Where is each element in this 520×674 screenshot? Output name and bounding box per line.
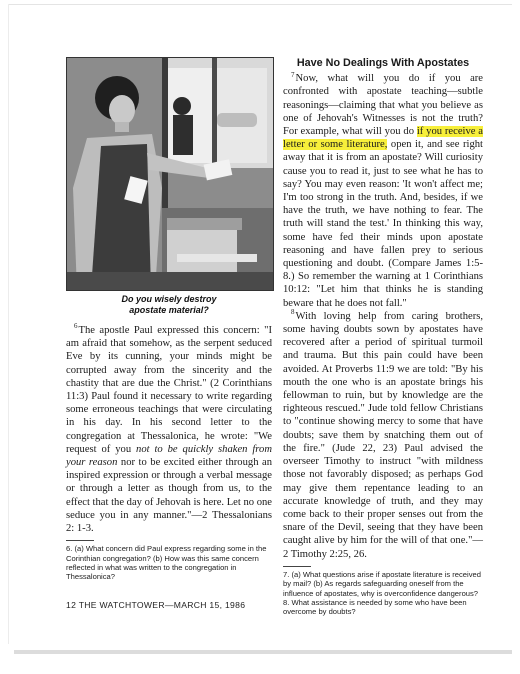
- photo-caption: [66, 294, 272, 316]
- paragraph-number: 8: [291, 308, 295, 317]
- paragraph-6-text-a: The apostle Paul expressed this concern: "I am afraid that somehow, as the serpent seduced Eve by its cunning, your minds might be corrupted away from the sincerity and the chastity that are due the Christ." (2 Corinthians 11:3) Paul found it necessary to write regarding some erroneous teachings that were circulating in his day. In his second letter to the congregation at Thessalonica, he wrote: "We request of you: [66, 325, 272, 455]
- study-question-6: 6. (a) What concern did Paul express regarding some in the Corinthian congregation? (b) How was this same concern reflected in what was written to the congregation in Thessalonica?: [66, 544, 267, 582]
- paragraph-6-italic: not to be quickly shaken from your reason: [66, 443, 272, 469]
- caption-line-1: Do you wisely destroy: [121, 294, 217, 304]
- paragraph-8: [283, 310, 483, 561]
- page-edge-top: [8, 4, 512, 5]
- study-question-7: 7. (a) What questions arise if apostate literature is received by mail? (b) As regards safeguarding oneself from the influence of apostates, why is overconfidence dangerous?: [283, 569, 481, 598]
- right-column: [283, 57, 483, 617]
- paragraph-7-text-a: Now, what will you do if you are confronted with apostate teaching—subtle reasonings—claiming that what you believe as one of Jehovah's Witnesses is not the truth? For example, what will you do: [283, 73, 483, 138]
- question-divider: [66, 540, 94, 541]
- paragraph-7: [283, 72, 483, 310]
- paragraph-6: [66, 324, 272, 535]
- question-divider: [283, 566, 311, 567]
- paragraph-number: 7: [291, 70, 295, 79]
- caption-line-2: apostate material?: [129, 305, 209, 315]
- section-heading: Have No Dealings With Apostates: [296, 57, 470, 69]
- page-edge-bottom: [14, 650, 512, 654]
- paragraph-8-text: With loving help from caring brothers, some having doubts sown by apostates have recovered after a period of spiritual turmoil and trauma. But this pain could have been avoided. At Proverbs 11:9 we are told: "By his mouth the one who is an apostate brings his fellowman to ruin, but by knowledge are the righteous rescued." Jude told fellow Christians to "continue showing mercy to some that have doubts; save them by snatching them out of the fire." (Jude 22, 23) Paul advised the overseer Timothy to instruct "with mildness those not favorably disposed; as perhaps God may give them repentance leading to an accurate knowledge of truth, and they may come back to their proper senses out from the snare of the Devil, seeing that they have been caught alive by him for the will of that one."—2 Timothy 2:25, 26.: [283, 310, 483, 560]
- photo-illustration: [67, 58, 273, 290]
- paragraph-number: 6: [74, 322, 78, 331]
- paragraph-6-text-b: nor to be excited either through an inspired expression or through a verbal message or through a letter as though from us, to the effect that the day of Jehovah is here. Let no one seduce you in any manner."—2 Thessalonians 2: 1-3.: [66, 457, 273, 535]
- study-question-8: 8. What assistance is needed by some who have been overcome by doubts?: [283, 597, 467, 617]
- left-column: [66, 324, 272, 582]
- page-footer: 12 THE WATCHTOWER—MARCH 15, 1986: [66, 600, 246, 610]
- highlighted-text: if you receive a letter or some literature,: [283, 126, 483, 151]
- page-edge-left: [8, 4, 9, 644]
- photo-woman-discarding-literature: [66, 57, 274, 291]
- paragraph-7-text-b: open it, and see right away that it is from an apostate? Will curiosity cause you to read it, just to see what he has to say? You may even reason: 'It won't affect me; I'm too strong in the truth. And, besides, if we have the truth, we have nothing to fear. The truth will stand the test.' In thinking this way, some have fed their minds upon apostate reasoning and have fallen prey to serious questioning and doubt. (Compare James 1:5-8.) So remember the warning at 1 Corinthians 10:12: "Let him that thinks he is standing beware that he does not fall.": [283, 139, 483, 309]
